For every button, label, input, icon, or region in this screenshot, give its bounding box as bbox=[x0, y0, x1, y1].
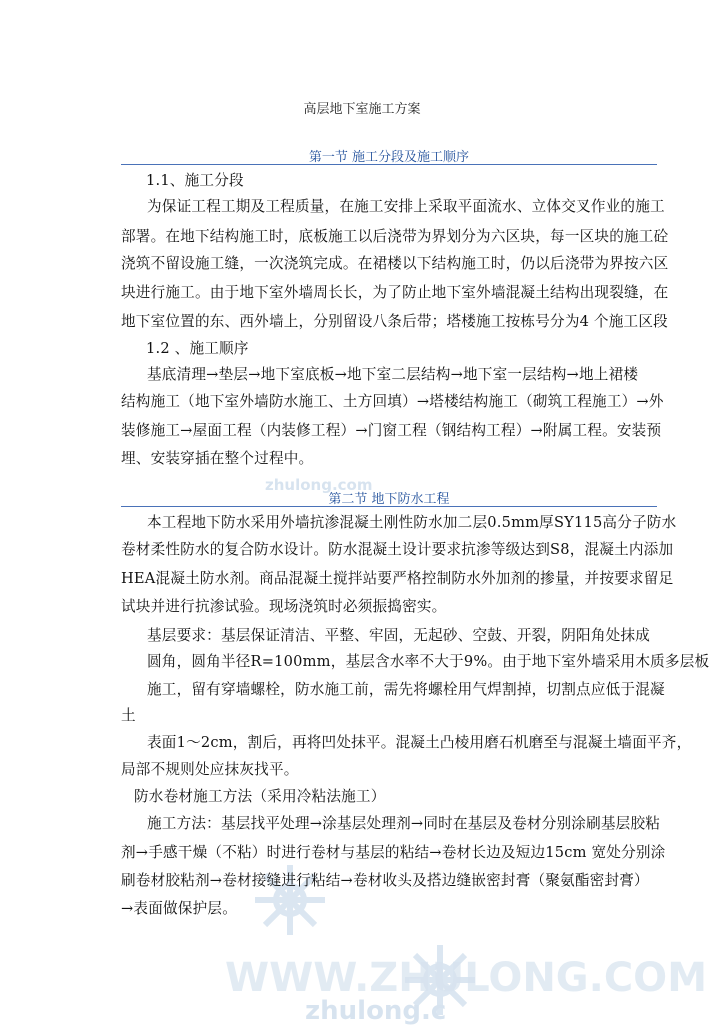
watermark-text-bottom: zhulong.c bbox=[305, 996, 447, 1026]
paragraph-line: 表面1～2cm，割后，再将凹处抹平。混凝土凸棱用磨石机磨至与混凝土墙面平齐， bbox=[147, 734, 692, 751]
section-heading-2: 第二节 地下防水工程 bbox=[328, 492, 450, 507]
subsection-heading: 1.1、施工分段 bbox=[146, 172, 244, 189]
paragraph-line: 基底清理→垫层→地下室底板→地下室二层结构→地下室一层结构→地上裙楼 bbox=[147, 366, 639, 383]
paragraph-line: 装修施工→屋面工程（内装修工程）→门窗工程（钢结构工程）→附属工程。安装预 bbox=[121, 422, 662, 439]
paragraph-line: 浇筑不留设施工缝，一次浇筑完成。在裙楼以下结构施工时，仍以后浇带为界按六区 bbox=[121, 255, 669, 272]
section-divider-1 bbox=[121, 164, 657, 165]
paragraph-line: 埋、安装穿插在整个过程中。 bbox=[121, 450, 314, 467]
paragraph-line: 刷卷材胶粘剂→卷材接缝进行粘结→卷材收头及搭边缝嵌密封膏（聚氨酯密封膏） bbox=[121, 872, 649, 889]
paragraph-line: 施工，留有穿墙螺栓，防水施工前，需先将螺栓用气焊割掉，切割点应低于混凝 bbox=[147, 681, 665, 698]
paragraph-line: 土 bbox=[121, 707, 136, 724]
paragraph-line: 剂→手感干燥（不粘）时进行卷材与基层的粘结→卷材长边及短边15cm 宽处分别涂 bbox=[121, 844, 666, 861]
paragraph-line: →表面做保护层。 bbox=[121, 900, 237, 917]
paragraph-line: 块进行施工。由于地下室外墙周长长，为了防止地下室外墙混凝土结构出现裂缝，在 bbox=[121, 284, 669, 301]
watermark-logo-icon bbox=[395, 940, 485, 1020]
paragraph-line: 卷材柔性防水的复合防水设计。防水混凝土设计要求抗渗等级达到S8，混凝土内添加 bbox=[121, 541, 674, 558]
paragraph-line: 部署。在地下结构施工时，底板施工以后浇带为界划分为六区块，每一区块的施工砼 bbox=[121, 228, 669, 245]
page-title: 高层地下室施工方案 bbox=[303, 102, 421, 117]
subsection-heading: 1.2 、施工顺序 bbox=[146, 340, 249, 357]
paragraph-line: 本工程地下防水采用外墙抗渗混凝土刚性防水加二层0.5mm厚SY115高分子防水 bbox=[147, 514, 677, 531]
paragraph-line: 局部不规则处应抹灰找平。 bbox=[121, 761, 299, 778]
paragraph-line: HEA混凝土防水剂。商品混凝土搅拌站要严格控制防水外加剂的掺量，并按要求留足 bbox=[121, 570, 674, 587]
paragraph-line: 为保证工程工期及工程质量，在施工安排上采取平面流水、立体交叉作业的施工 bbox=[147, 198, 665, 215]
paragraph-line: 基层要求：基层保证清洁、平整、牢固，无起砂、空鼓、开裂，阴阳角处抹成 bbox=[147, 627, 650, 644]
paragraph-line: 施工方法：基层找平处理→涂基层处理剂→同时在基层及卷材分别涂刷基层胶粘 bbox=[147, 815, 661, 832]
paragraph-line: 圆角，圆角半径R=100mm，基层含水率不大于9%。由于地下室外墙采用木质多层板 bbox=[147, 653, 710, 670]
section-heading-1: 第一节 施工分段及施工顺序 bbox=[308, 150, 470, 165]
paragraph-line: 地下室位置的东、西外墙上，分别留设八条后带；塔楼施工按栋号分为4 个施工区段 bbox=[121, 313, 668, 330]
watermark-text-small: zhulong.com bbox=[265, 476, 373, 494]
watermark-text-large: WWW.ZHULONG.COM bbox=[225, 955, 707, 1001]
paragraph-line: 结构施工（地下室外墙防水施工、土方回填）→塔楼结构施工（砌筑工程施工）→外 bbox=[121, 393, 664, 410]
section-divider-2 bbox=[121, 506, 657, 507]
subsection-heading: 防水卷材施工方法（采用冷粘法施工） bbox=[134, 788, 386, 805]
paragraph-line: 试块并进行抗渗试验。现场浇筑时必须振捣密实。 bbox=[121, 598, 447, 615]
